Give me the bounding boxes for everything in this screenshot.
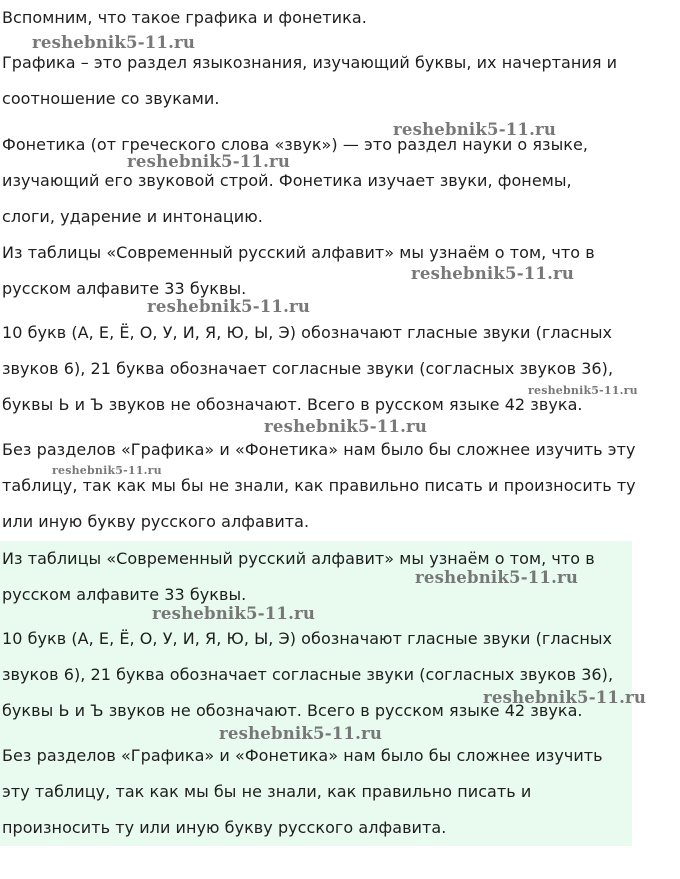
highlighted-paragraph-letters: 10 букв (А, Е, Ё, О, У, И, Я, Ю, Ы, Э) обозначают гласные звуки (гласных звуков 6), 21 буква обозначает согласные звуки (согласных звуков 36), буквы Ь и Ъ звуков не обозначают. Всего в русском языке 42 звука.	[2, 629, 614, 720]
watermark-logo: reshebnik5-11.ru	[52, 464, 162, 477]
watermark-logo: reshebnik5-11.ru	[152, 604, 316, 623]
highlighted-paragraph-alphabet: Из таблицы «Современный русский алфавит» мы узнаём о том, что в русском алфавите 33 буквы.	[2, 549, 595, 604]
answer-paragraph-conclusion: Без разделов «Графика» и «Фонетика» нам было бы сложнее изучить эту таблицу, так как мы бы не знали, как правильно писать и произносить ту или иную букву русского алфавита.	[2, 440, 636, 531]
watermark-logo: reshebnik5-11.ru	[411, 264, 575, 283]
watermark-logo: reshebnik5-11.ru	[32, 33, 196, 52]
answer-paragraph-letters: 10 букв (А, Е, Ё, О, У, И, Я, Ю, Ы, Э) обозначают гласные звуки (гласных звуков 6), 21 буква обозначает согласные звуки (согласных звуков 36), буквы Ь и Ъ звуков не обозначают. Всего в русском языке 42 звука.	[2, 323, 614, 414]
highlighted-paragraph-conclusion: Без разделов «Графика» и «Фонетика» нам было бы сложнее изучить эту таблицу, так как мы бы не знали, как правильно писать и произносить ту или иную букву русского алфавита.	[2, 746, 603, 837]
grafika-definition: Графика – это раздел языкознания, изучающий буквы, их начертания и соотношение со звуками.	[2, 53, 618, 108]
watermark-logo: reshebnik5-11.ru	[483, 688, 647, 707]
watermark-logo: reshebnik5-11.ru	[219, 724, 383, 743]
watermark-logo: reshebnik5-11.ru	[393, 120, 557, 139]
answer-paragraph-alphabet: Из таблицы «Современный русский алфавит» мы узнаём о том, что в русском алфавите 33 буквы.	[2, 243, 595, 298]
watermark-logo: reshebnik5-11.ru	[415, 568, 579, 587]
fonetika-definition: Фонетика (от греческого слова «звук») — это раздел науки о языке, изучающий его звуковой строй. Фонетика изучает звуки, фонемы, слоги, ударение и интонацию.	[2, 135, 589, 226]
intro-text: Вспомним, что такое графика и фонетика.	[2, 8, 367, 27]
watermark-logo: reshebnik5-11.ru	[147, 297, 311, 316]
watermark-logo: reshebnik5-11.ru	[264, 417, 428, 436]
watermark-logo: reshebnik5-11.ru	[127, 152, 291, 171]
watermark-logo: reshebnik5-11.ru	[528, 384, 638, 397]
